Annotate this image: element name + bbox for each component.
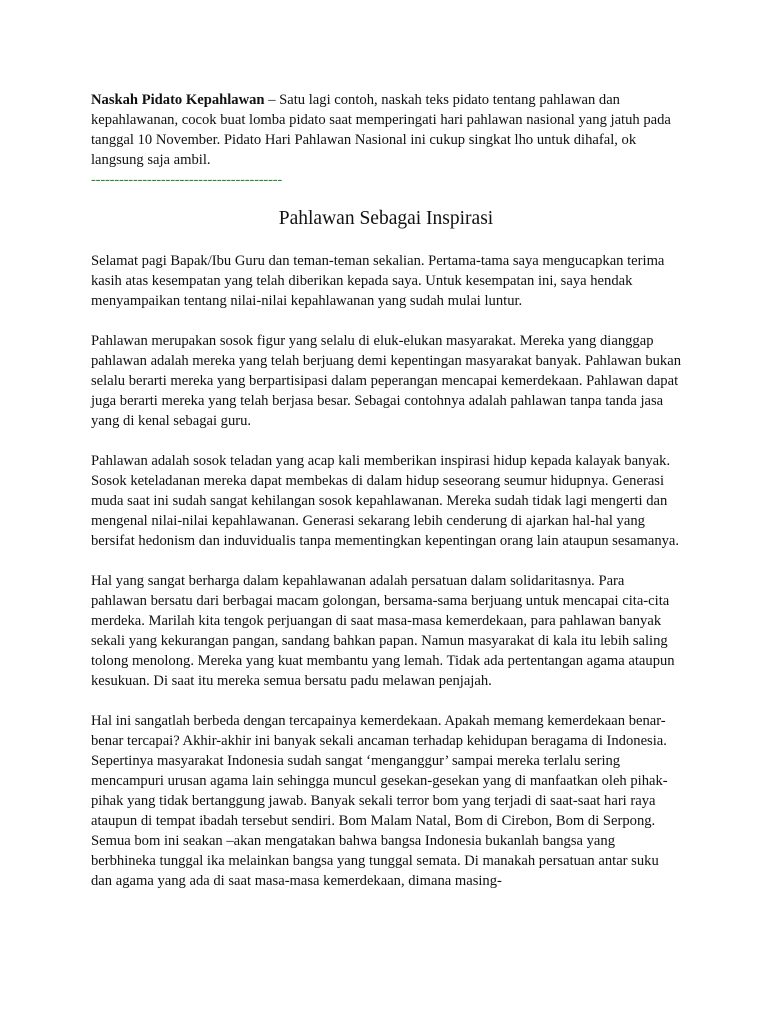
paragraph-independence: Hal ini sangatlah berbeda dengan tercapainya kemerdekaan. Apakah memang kemerdekaan benar-benar tercapai? Akhir-akhir ini banyak sekali ancaman terhadap kehidupan beragama di Indonesia. Sepertinya masyarakat Indonesia sudah sangat ‘menganggur’ sampai mereka terlalu sering mencampuri urusan agama lain sehingga muncul gesekan-gesekan yang di manfaatkan oleh pihak-pihak yang tidak bertanggung jawab. Banyak sekali terror bom yang terjadi di saat-saat hari raya ataupun di tempat ibadah tersebut sendiri. Bom Malam Natal, Bom di Cirebon, Bom di Serpong. Semua bom ini seakan –akan mengatakan bahwa bangsa Indonesia bukanlah bangsa yang berbhineka tunggal ika melainkan bangsa yang tunggal semata. Di manakah persatuan antar suku dan agama yang ada di saat masa-masa kemerdekaan, dimana masing- <box>91 713 668 889</box>
divider-line: ----------------------------------------- <box>91 172 283 188</box>
paragraph-unity: Hal yang sangat berharga dalam kepahlawanan adalah persatuan dalam solidaritasnya. Para pahlawan bersatu dari berbagai macam golongan, bersama-sama berjuang untuk mencapai cita-cita merdeka. Marilah kita tengok perjuangan di saat masa-masa kemerdekaan, para pahlawan banyak sekali yang kekurangan pangan, sandang bahkan papan. Namun masyarakat di kala itu lebih saling tolong menolong. Mereka yang kuat membantu yang lemah. Tidak ada pertentangan agama ataupun kesukuan. Di saat itu mereka semua bersatu padu melawan penjajah. <box>91 573 675 689</box>
paragraph-role-model: Pahlawan adalah sosok teladan yang acap kali memberikan inspirasi hidup kepada kalayak banyak. Sosok keteladanan mereka dapat membekas di dalam hidup seseorang seumur hidupnya. Generasi muda saat ini sudah sangat kehilangan sosok kepahlawanan. Mereka sudah tidak lagi mengerti dan mengenal nilai-nilai kepahlawanan. Generasi sekarang lebih cenderung di ajarkan hal-hal yang bersifat hedonism dan induvidualis tanpa mementingkan kepentingan orang lain ataupun sesamanya. <box>91 453 680 549</box>
intro-paragraph <box>91 90 681 170</box>
speech-title: Pahlawan Sebagai Inspirasi <box>278 208 494 229</box>
intro-text: – Satu lagi contoh, naskah teks pidato tentang pahlawan dan kepahlawanan, cocok buat lomba pidato saat memperingati hari pahlawan nasional yang jatuh pada tanggal 10 November. Pidato Hari Pahlawan Nasional ini cukup singkat lho untuk dihafal, ok langsung saja ambil. <box>91 92 671 168</box>
intro-bold-title: Naskah Pidato Kepahlawan <box>91 92 265 108</box>
paragraph-hero-definition: Pahlawan merupakan sosok figur yang selalu di eluk-elukan masyarakat. Mereka yang dianggap pahlawan adalah mereka yang telah berjuang demi kepentingan masyarakat banyak. Pahlawan bukan selalu berarti mereka yang berpartisipasi dalam peperangan mencapai kemerdekaan. Pahlawan dapat juga berarti mereka yang telah berjasa besar. Sebagai contohnya adalah pahlawan tanpa tanda jasa yang di kenal sebagai guru. <box>91 333 681 429</box>
paragraph-greeting: Selamat pagi Bapak/Ibu Guru dan teman-teman sekalian. Pertama-tama saya mengucapkan terima kasih atas kesempatan yang telah diberikan kepada saya. Untuk kesempatan ini, saya hendak menyampaikan tentang nilai-nilai kepahlawanan yang sudah mulai luntur. <box>91 253 665 309</box>
document-page <box>91 90 681 911</box>
